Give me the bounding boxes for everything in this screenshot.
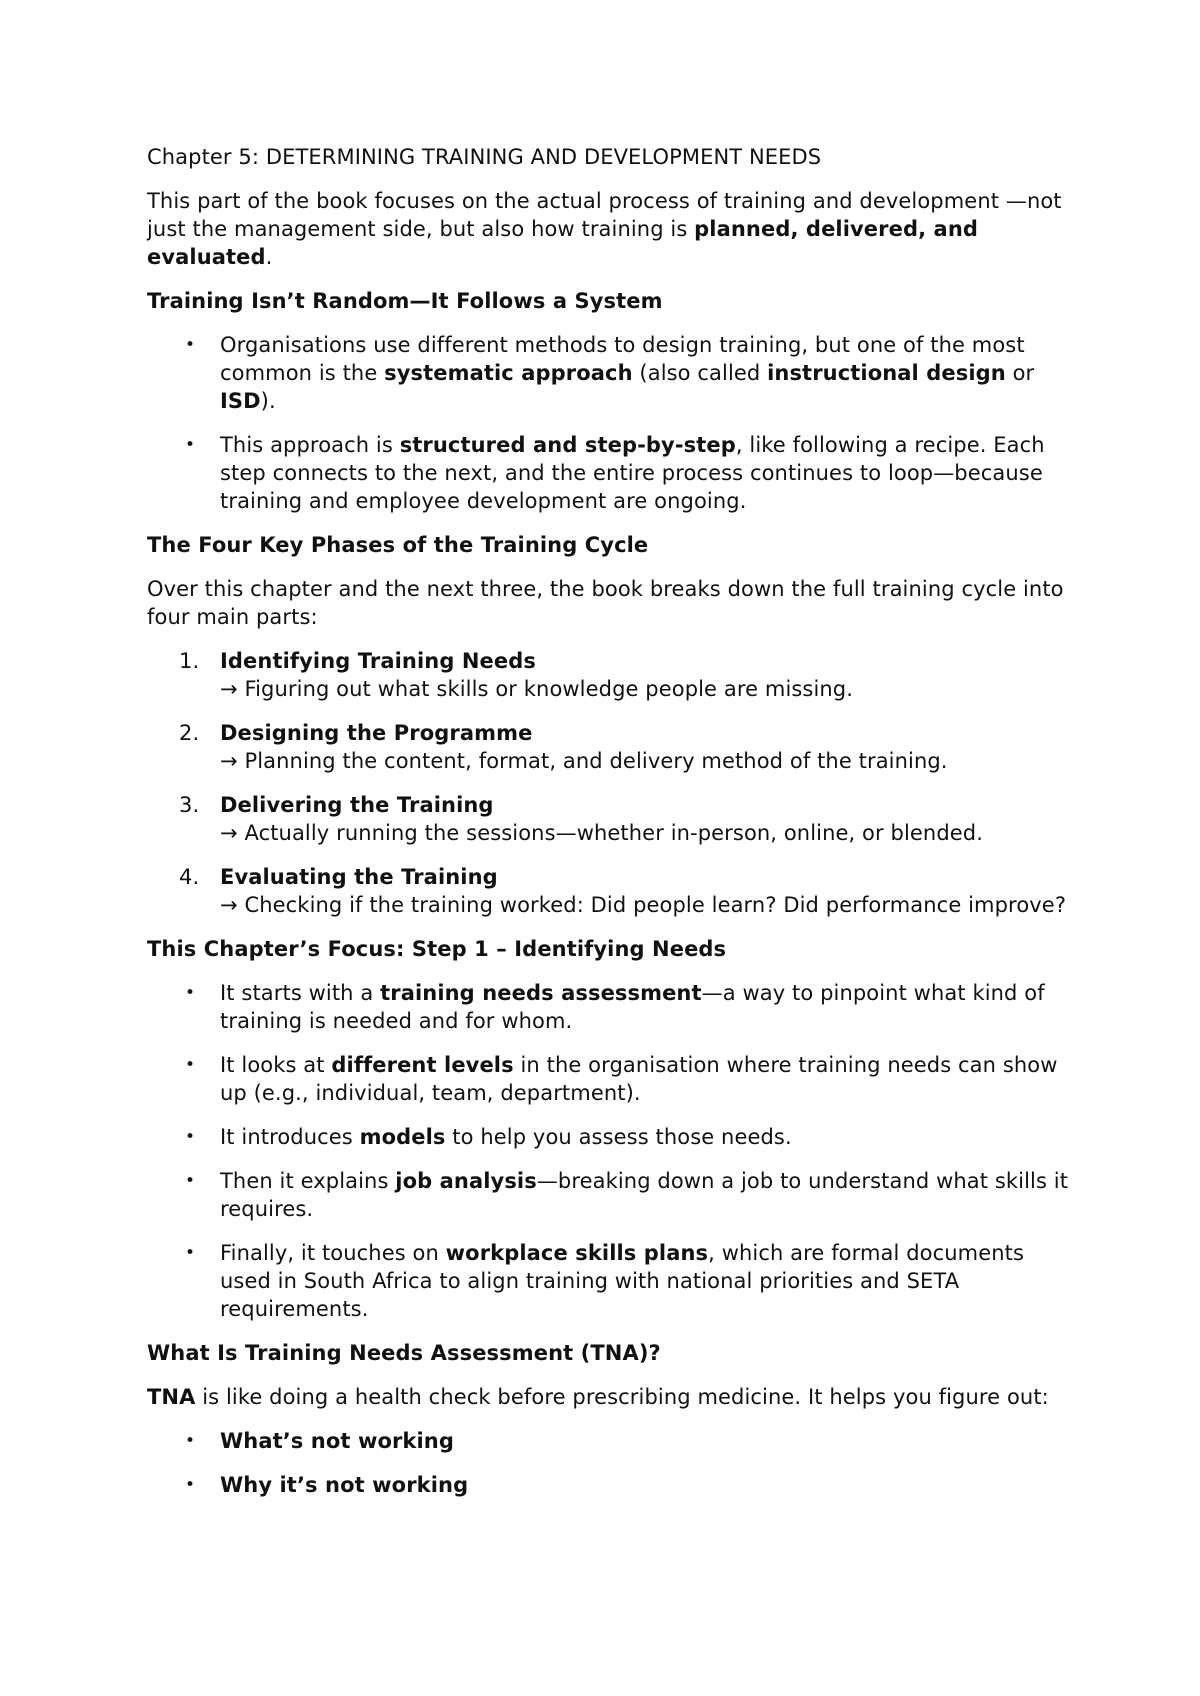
bullet-icon [185, 1123, 215, 1151]
section-heading-tna: What Is Training Needs Assessment (TNA)? [147, 1341, 661, 1365]
list-item: • Organisations use different methods to design training, but one of the most common is the systematic approach (also called instructional design or ISD). [147, 331, 1077, 415]
bullet-icon [185, 1239, 215, 1267]
section-heading-focus: This Chapter’s Focus: Step 1 – Identifying Needs [147, 937, 727, 961]
list-number: 2. [179, 721, 200, 745]
intro-bold: planned, delivered, and evaluated [147, 217, 979, 269]
phase-title: Delivering the Training [220, 793, 494, 817]
list-number: 1. [179, 649, 200, 673]
phase-title: Identifying Training Needs [220, 649, 536, 673]
list-item [147, 719, 1077, 775]
bullet-icon [185, 1427, 215, 1455]
list-item: • It introduces models to help you assess those needs. [147, 1123, 1077, 1151]
bullet-icon [185, 1167, 215, 1195]
phase-description: → Figuring out what skills or knowledge people are missing. [220, 677, 854, 701]
bullet-icon [185, 1471, 215, 1499]
list-item: • This approach is structured and step-by-step, like following a recipe. Each step connects to the next, and the entire process continues to loop—because training and employee development are ongoing. [147, 431, 1077, 515]
phases-numbered-list [147, 647, 1077, 919]
list-item: • It starts with a training needs assessment—a way to pinpoint what kind of training is needed and for whom. [147, 979, 1077, 1035]
phase-title: Evaluating the Training [220, 865, 498, 889]
list-item: • It looks at different levels in the organisation where training needs can show up (e.g., individual, team, department). [147, 1051, 1077, 1107]
list-item [147, 791, 1077, 847]
section-heading-phases: The Four Key Phases of the Training Cycle [147, 533, 649, 557]
list-item: • Finally, it touches on workplace skills plans, which are formal documents used in South Africa to align training with national priorities and SETA requirements. [147, 1239, 1077, 1323]
list-item [147, 647, 1077, 703]
focus-bullet-list [147, 979, 1077, 1323]
bullet-icon [185, 331, 215, 359]
section-heading-system: Training Isn’t Random—It Follows a System [147, 289, 663, 313]
tna-bullet-list [147, 1427, 1077, 1499]
bullet-icon [185, 431, 215, 459]
document-page [147, 143, 1077, 1515]
intro-paragraph [147, 187, 1077, 271]
tna-paragraph: TNA is like doing a health check before prescribing medicine. It helps you figure out: [147, 1385, 1049, 1409]
bullet-icon [185, 979, 215, 1007]
phase-description: → Checking if the training worked: Did people learn? Did performance improve? [220, 893, 1067, 917]
intro-text-end: . [265, 245, 273, 269]
phase-title: Designing the Programme [220, 721, 533, 745]
phases-intro: Over this chapter and the next three, the book breaks down the full training cycle into four main parts: [147, 577, 1064, 629]
intro-text: This part of the book focuses on the actual process of training and development —not just the management side, but also how training is [147, 189, 1062, 241]
bullet-icon [185, 1051, 215, 1079]
system-bullet-list [147, 331, 1077, 515]
list-item [147, 863, 1077, 919]
list-item: • Then it explains job analysis—breaking down a job to understand what skills it requires. [147, 1167, 1077, 1223]
list-number: 3. [179, 793, 200, 817]
chapter-title: Chapter 5: DETERMINING TRAINING AND DEVELOPMENT NEEDS [147, 145, 822, 169]
list-item: • Why it’s not working [147, 1471, 1077, 1499]
list-item: • What’s not working [147, 1427, 1077, 1455]
phase-description: → Actually running the sessions—whether in-person, online, or blended. [220, 821, 983, 845]
phase-description: → Planning the content, format, and delivery method of the training. [220, 749, 948, 773]
list-number: 4. [179, 865, 200, 889]
